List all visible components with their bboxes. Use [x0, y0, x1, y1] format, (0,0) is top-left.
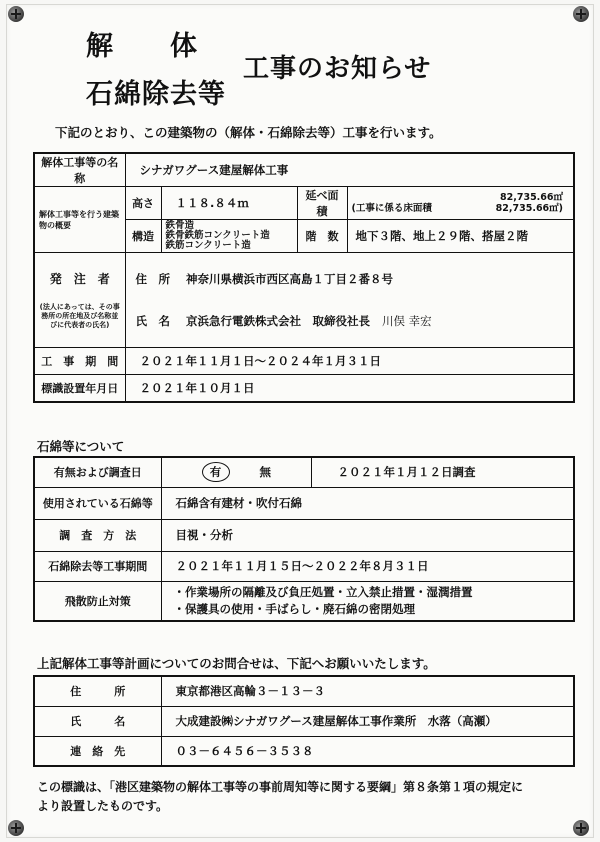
asbestos-period-value: ２０２１年１１月１５日～２０２２年８月３１日 — [161, 551, 574, 581]
contact-phone-label: 連 絡 先 — [34, 736, 161, 766]
presence-no: 無 — [259, 465, 272, 480]
contact-name-value: 大成建設㈱シナガワグース建屋解体工事作業所 水落（高瀬） — [161, 706, 574, 736]
client-rep-name: 川俣 幸宏 — [382, 314, 432, 328]
method-label: 調 査 方 法 — [34, 519, 161, 551]
screw-icon — [8, 820, 24, 836]
asbestos-period-label: 石綿除去等工事期間 — [34, 551, 161, 581]
footer-line1: この標識は、「港区建築物の解体工事等の事前周知等に関する要綱」第８条第１項の規定に — [37, 780, 524, 794]
structure-line: 鉄骨鉄筋コンクリート造 — [165, 230, 270, 241]
client-note: (法人にあっては、その事務所の所在地及び名称並びに代表者の氏名) — [39, 303, 120, 329]
height-label: 高さ — [125, 187, 161, 220]
sign-date-value: ２０２１年１０月１日 — [125, 375, 574, 402]
client-name-value: 京浜急行電鉄株式会社 取締役社長 — [186, 314, 371, 328]
client-address-label: 住 所 — [135, 272, 170, 286]
presence-cell — [161, 457, 311, 487]
screw-icon — [573, 820, 589, 836]
contact-heading: 上記解体工事等計画についてのお問合せは、下記へお願いいたします。 — [37, 656, 436, 671]
structure-value — [161, 220, 297, 253]
contact-address-value: 東京都港区高輪３－１３－３ — [161, 676, 574, 706]
sign-date-label: 標識設置年月日 — [34, 375, 125, 402]
presence-yes: 有 — [202, 462, 230, 482]
structure-line: 鉄筋コンクリート造 — [165, 240, 251, 251]
title-right: 工事のお知らせ — [243, 54, 432, 84]
period-label: 工 事 期 間 — [34, 348, 125, 375]
contact-table — [33, 675, 575, 767]
floor-area-value: 82,735.66㎡ — [500, 192, 564, 203]
title-line1: 解 体 — [86, 31, 198, 62]
client-name-label: 氏 名 — [135, 314, 170, 328]
screw-icon — [573, 6, 589, 22]
prevention-line: ・作業場所の隔離及び負圧処置・立入禁止措置・湿潤措置 — [173, 584, 473, 599]
footer-line2: より設置したものです。 — [37, 799, 169, 813]
intro-text: 下記のとおり、この建築物の（解体・石綿除去等）工事を行います。 — [55, 125, 442, 140]
building-label: 解体工事等を行う建築物の概要 — [34, 187, 125, 253]
method-value: 目視・分析 — [161, 519, 574, 551]
asbestos-table — [33, 456, 575, 622]
client-address-value: 神奈川県横浜市西区高島１丁目２番８号 — [186, 272, 394, 286]
floors-label: 階 数 — [297, 220, 347, 253]
structure-line: 鉄骨造 — [165, 220, 195, 231]
prevention-value — [161, 581, 574, 621]
name-label: 解体工事等の名称 — [34, 153, 125, 187]
screw-icon — [8, 6, 24, 22]
height-value: １１８.８４ｍ — [161, 187, 297, 220]
asbestos-heading: 石綿等について — [37, 439, 125, 454]
floor-area-label: 延べ面積 — [297, 187, 347, 220]
work-area-label: (工事に係る床面積 — [351, 203, 432, 214]
floor-area-cell — [347, 187, 574, 220]
used-value: 石綿含有建材・吹付石綿 — [161, 487, 574, 519]
structure-label: 構造 — [125, 220, 161, 253]
period-value: ２０２１年１１月１日～２０２４年１月３１日 — [125, 348, 574, 375]
floors-value: 地下３階、地上２９階、搭屋２階 — [347, 220, 574, 253]
work-area-value: 82,735.66㎡) — [495, 203, 564, 214]
prevention-line: ・保護具の使用・手ばらし・廃石綿の密閉処理 — [173, 601, 415, 616]
name-value: シナガワグース建屋解体工事 — [125, 153, 574, 187]
client-label-cell — [34, 253, 125, 348]
presence-label: 有無および調査日 — [34, 457, 161, 487]
title-line2: 石綿除去等 — [86, 79, 226, 110]
contact-address-label: 住 所 — [34, 676, 161, 706]
contact-name-label: 氏 名 — [34, 706, 161, 736]
survey-date: ２０２１年１月１２日調査 — [311, 457, 574, 487]
prevention-label: 飛散防止対策 — [34, 581, 161, 621]
client-details — [125, 253, 574, 348]
client-label: 発 注 者 — [49, 272, 110, 286]
used-label: 使用されている石綿等 — [34, 487, 161, 519]
project-table — [33, 152, 575, 403]
contact-phone-value: ０３－６４５６－３５３８ — [161, 736, 574, 766]
footer-note — [37, 778, 523, 816]
